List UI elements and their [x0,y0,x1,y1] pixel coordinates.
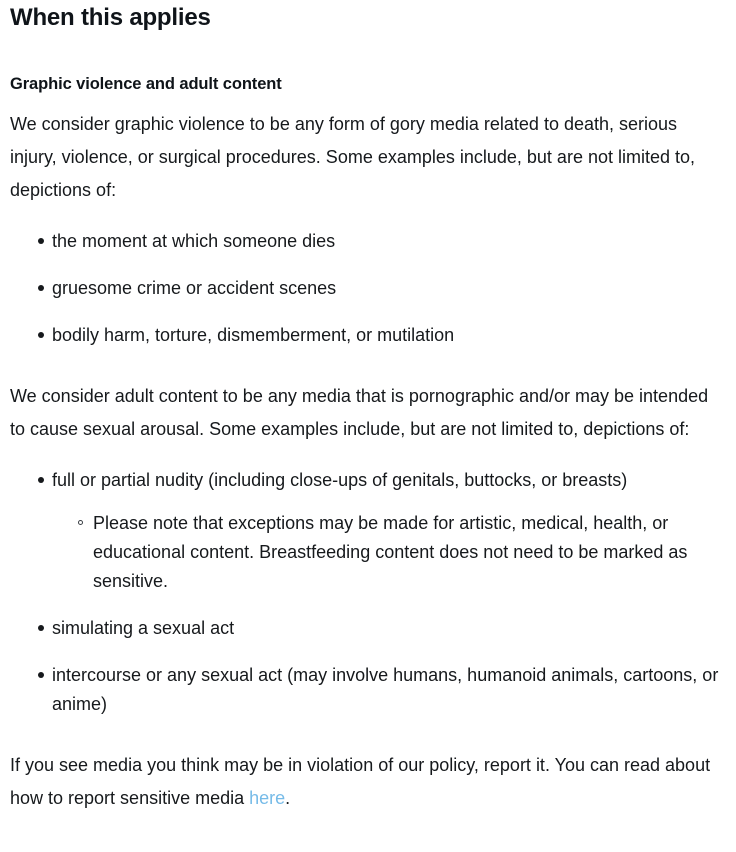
list-item [10,227,726,256]
bullet-circle-icon [78,520,83,525]
list-item [10,614,726,643]
bullet-dot-icon [38,285,44,291]
list-nudity-exceptions [52,509,726,596]
section-heading-graphic-violence-and-adult-content: Graphic violence and adult content [10,75,282,93]
reporting-text-after-link: . [285,788,291,808]
paragraph-reporting-instructions [10,719,726,815]
list-item-label: simulating a sexual act [52,618,235,638]
bullet-dot-icon [38,477,44,483]
list-item-label: Please note that exceptions may be made for artistic, medical, health, or educational content. Breastfeeding content does not need to be marked as sensitive. [93,513,688,591]
list-item [52,509,726,596]
list-violence-examples [10,227,726,350]
list-item-label: gruesome crime or accident scenes [52,278,337,298]
list-adult-examples [10,466,726,719]
paragraph-adult-content-definition: We consider adult content to be any media that is pornographic and/or may be intended to cause sexual arousal. Some examples include, but are not limited to, depictions of: [10,386,709,439]
paragraph-graphic-violence-definition: We consider graphic violence to be any form of gory media related to death, serious injury, violence, or surgical procedures. Some examples include, but are not limited to, depictions of: [10,114,696,200]
report-sensitive-media-link[interactable]: here [249,788,286,808]
list-item [10,466,726,596]
page-title: When this applies [10,4,211,31]
bullet-dot-icon [38,332,44,338]
list-item-label: bodily harm, torture, dismemberment, or mutilation [52,325,455,345]
bullet-dot-icon [38,238,44,244]
list-item-label: intercourse or any sexual act (may involve humans, humanoid animals, cartoons, or anime) [52,665,719,714]
reporting-text-before-link: If you see media you think may be in violation of our policy, report it. You can read about how to report sensitive media [10,755,711,808]
list-item-label: full or partial nudity (including close-ups of genitals, buttocks, or breasts) [52,470,628,490]
bullet-dot-icon [38,672,44,678]
list-item [10,321,726,350]
list-item [10,274,726,303]
list-item [10,661,726,719]
list-item-label: the moment at which someone dies [52,231,336,251]
bullet-dot-icon [38,625,44,631]
